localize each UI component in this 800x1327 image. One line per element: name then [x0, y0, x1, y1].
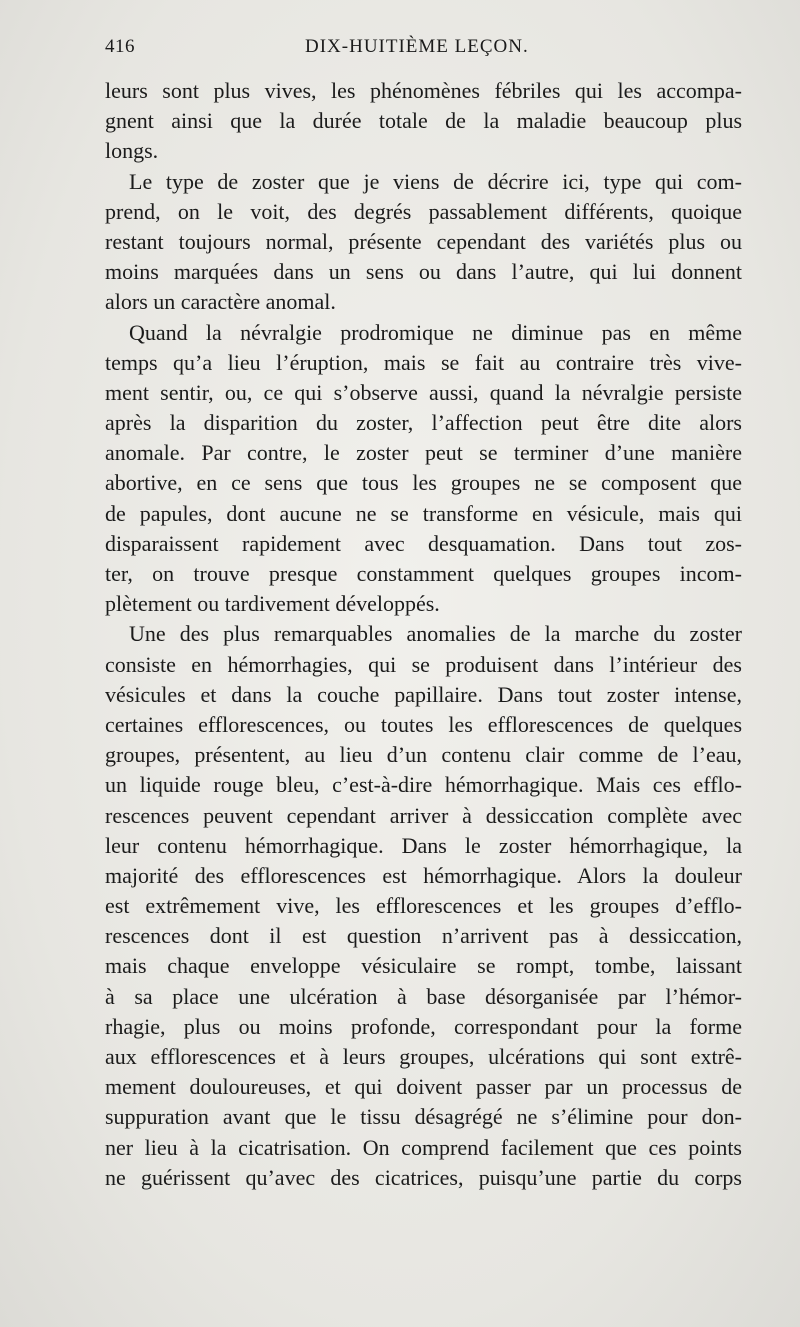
text-line: Quand la névralgie prodromique ne diminue pas en même — [129, 319, 742, 345]
text-line: alors un caractère anomal. — [105, 289, 336, 315]
text-line: consiste en hémorrhagies, qui se produisent dans l’intérieur des — [105, 651, 742, 677]
text-line: leur contenu hémorrhagique. Dans le zoster hémorrhagique, la — [105, 832, 742, 858]
text-line: ment sentir, ou, ce qui s’observe aussi, quand la névralgie persiste — [105, 379, 742, 405]
text-line: anomale. Par contre, le zoster peut se terminer d’une manière — [105, 440, 742, 466]
text-line: rescences peuvent cependant arriver à dessiccation complète avec — [105, 802, 742, 828]
text-line: abortive, en ce sens que tous les groupes ne se composent que — [105, 470, 742, 496]
text-line: groupes, présentent, au lieu d’un contenu clair comme de l’eau, — [105, 742, 742, 768]
page-number: 416 — [105, 36, 135, 57]
text-line: aux efflorescences et à leurs groupes, ulcérations qui sont extrê- — [105, 1044, 742, 1069]
page-header — [105, 36, 745, 60]
text-line: prend, on le voit, des degrés passablement différents, quoique — [105, 198, 742, 224]
text-line: vésicules et dans la couche papillaire. Dans tout zoster intense, — [105, 681, 742, 707]
text-line: longs. — [105, 138, 159, 164]
text-line: rhagie, plus ou moins profonde, correspondant pour la forme — [105, 1013, 742, 1039]
text-line: Le type de zoster que je viens de décrire ici, type qui com- — [129, 168, 742, 194]
text-line: moins marquées dans un sens ou dans l’autre, qui lui donnent — [105, 259, 742, 285]
text-line: ner lieu à la cicatrisation. On comprend facilement que ces points — [105, 1134, 742, 1160]
text-line: certaines efflorescences, ou toutes les efflorescences de quelques — [105, 711, 742, 737]
text-line: Une des plus remarquables anomalies de la marche du zoster — [129, 621, 742, 647]
text-line: mement douloureuses, et qui doivent passer par un processus de — [105, 1074, 742, 1100]
text-line: suppuration avant que le tissu désagrégé ne s’élimine pour don- — [105, 1104, 742, 1130]
text-line: leurs sont plus vives, les phénomènes fébriles qui les accompa- — [105, 78, 742, 103]
body-text — [105, 76, 742, 1193]
running-head: DIX-HUITIÈME LEÇON. — [305, 36, 529, 57]
text-line: est extrêmement vive, les efflorescences et les groupes d’efflo- — [105, 893, 742, 919]
text-line: restant toujours normal, présente cependant des variétés plus ou — [105, 228, 742, 254]
text-line: rescences dont il est question n’arrivent pas à dessiccation, — [105, 923, 742, 949]
text-line: temps qu’a lieu l’éruption, mais se fait au contraire très vive- — [105, 349, 742, 375]
text-line: à sa place une ulcération à base désorganisée par l’hémor- — [105, 983, 742, 1009]
text-line: gnent ainsi que la durée totale de la maladie beaucoup plus — [105, 108, 742, 134]
text-line: majorité des efflorescences est hémorrhagique. Alors la douleur — [105, 862, 742, 888]
text-line: un liquide rouge bleu, c’est-à-dire hémorrhagique. Mais ces efflo- — [105, 772, 742, 798]
text-line: disparaissent rapidement avec desquamation. Dans tout zos- — [105, 530, 742, 556]
text-line: plètement ou tardivement développés. — [105, 591, 440, 617]
text-line: après la disparition du zoster, l’affection peut être dite alors — [105, 410, 742, 436]
text-line: de papules, dont aucune ne se transforme en vésicule, mais qui — [105, 500, 742, 526]
text-line: ne guérissent qu’avec des cicatrices, puisqu’une partie du corps — [105, 1164, 742, 1190]
text-line: ter, on trouve presque constamment quelques groupes incom- — [105, 561, 742, 586]
text-line: mais chaque enveloppe vésiculaire se rompt, tombe, laissant — [105, 953, 742, 979]
